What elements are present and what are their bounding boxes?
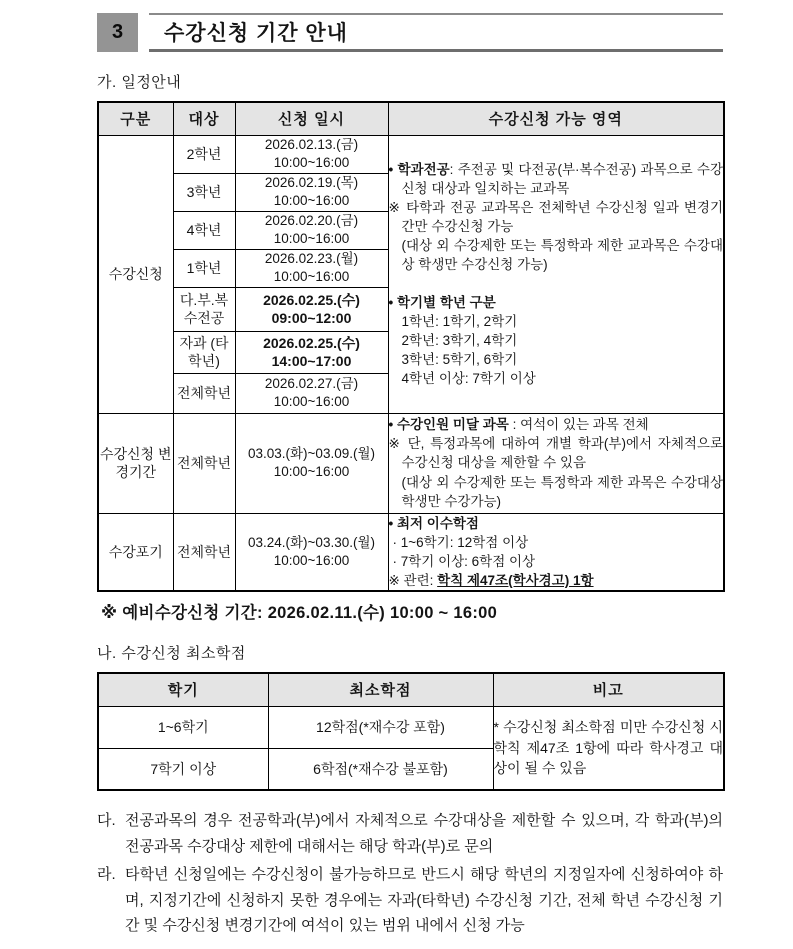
datetime-cell: 03.03.(화)~03.09.(월) 10:00~16:00 (235, 413, 388, 513)
note-text: 타학년 신청일에는 수강신청이 불가능하므로 반드시 해당 학년의 지정일자에 신청하여야 하며, 지정기간에 신청하지 못한 경우에는 자과(타학년) 수강신청 기간, 전체 학년 수강신청 기간 및 수강신청 변경기간에 여석이 있는 범위 내에서 신청 가능 (125, 865, 723, 935)
datetime-cell: 2026.02.19.(목) 10:00~16:00 (235, 173, 388, 211)
col-header-category: 구분 (98, 102, 173, 135)
target-cell: 전체학년 (173, 373, 235, 413)
section-number-badge: 3 (97, 13, 138, 52)
datetime-cell: 2026.02.27.(금) 10:00~16:00 (235, 373, 388, 413)
min-credit-ref: ※ 관련: 학칙 제47조(학사경고) 1항 (388, 572, 594, 588)
section-header (97, 13, 723, 52)
datetime-cell: 2026.02.25.(수) 09:00~12:00 (235, 287, 388, 331)
col-header-target: 대상 (173, 102, 235, 135)
withdrawal-area-notes (388, 513, 724, 591)
subsection-a-label: 가. 일정안내 (97, 74, 182, 91)
credit-table-header-row (98, 673, 724, 706)
table-row (98, 135, 724, 173)
under-enrollment-paren: (대상 외 수강제한 또는 특정학과 제한 과목은 수강대상 학생만 수강가능) (401, 474, 723, 509)
min-credit-line: · 7학기 이상: 6학점 이상 (392, 553, 536, 569)
semester-line: 1학년: 1학기, 2학기 (401, 313, 518, 329)
registration-area-notes (388, 135, 724, 413)
under-enrollment-note: • 수강인원 미달 과목 : 여석이 있는 과목 전체 (388, 417, 649, 433)
semester-line: 3학년: 5학기, 6학기 (401, 352, 518, 368)
col-header-min-credits: 최소학점 (268, 673, 493, 706)
credits-cell: 6학점(*재수강 불포함) (268, 748, 493, 790)
semester-cell: 7학기 이상 (98, 748, 268, 790)
note-label: 다. (97, 812, 116, 830)
semester-line: 4학년 이상: 7학기 이상 (401, 371, 536, 387)
target-cell: 전체학년 (173, 513, 235, 591)
schedule-table (97, 101, 725, 592)
major-ref-note: ※ 타학과 전공 교과목은 전체학년 수강신청 일과 변경기간만 수강신청 가능 (388, 199, 723, 235)
major-note: • 학과전공: 주전공 및 다전공(부·복수전공) 과목으로 수강신청 대상과 일치하는 교과목 (388, 161, 723, 196)
page-title: 수강신청 기간 안내 (149, 13, 723, 52)
note-label: 라. (97, 865, 116, 883)
datetime-cell: 2026.02.25.(수) 14:00~17:00 (235, 331, 388, 373)
bottom-notes (97, 808, 723, 939)
datetime-cell: 2026.02.20.(금) 10:00~16:00 (235, 211, 388, 249)
datetime-cell: 2026.02.23.(월) 10:00~16:00 (235, 249, 388, 287)
col-header-area: 수강신청 가능 영역 (388, 102, 724, 135)
target-cell: 1학년 (173, 249, 235, 287)
table-row (98, 706, 724, 748)
target-cell: 전체학년 (173, 413, 235, 513)
datetime-cell: 2026.02.13.(금) 10:00~16:00 (235, 135, 388, 173)
credits-cell: 12학점(*재수강 포함) (268, 706, 493, 748)
category-withdrawal: 수강포기 (98, 513, 173, 591)
credit-table (97, 672, 725, 791)
target-cell: 4학년 (173, 211, 235, 249)
target-cell: 자과 (타학년) (173, 331, 235, 373)
table-row (98, 513, 724, 591)
note-text: 전공과목의 경우 전공학과(부)에서 자체적으로 수강대상을 제한할 수 있으며, 각 학과(부)의 전공과목 수강대상 제한에 대해서는 해당 학과(부)로 문의 (125, 812, 723, 855)
under-enrollment-ref: ※ 단, 특정과목에 대하여 개별 학과(부)에서 자체적으로 수강신청 대상을 제한할 수 있음 (388, 436, 723, 471)
table-row (98, 413, 724, 513)
target-cell: 2학년 (173, 135, 235, 173)
target-cell: 다.부.복수전공 (173, 287, 235, 331)
col-header-datetime: 신청 일시 (235, 102, 388, 135)
col-header-remark: 비고 (493, 673, 724, 706)
datetime-cell: 03.24.(화)~03.30.(월) 10:00~16:00 (235, 513, 388, 591)
subsection-b-label: 나. 수강신청 최소학점 (97, 645, 246, 663)
schedule-table-header-row (98, 102, 724, 135)
semester-cell: 1~6학기 (98, 706, 268, 748)
semester-line: 2학년: 3학기, 4학기 (401, 332, 518, 348)
change-period-area-notes (388, 413, 724, 513)
pre-registration-note: ※ 예비수강신청 기간: 2026.02.11.(수) 10:00 ~ 16:00 (101, 604, 498, 623)
category-change-period: 수강신청 변경기간 (98, 413, 173, 513)
min-credit-line: · 1~6학기: 12학점 이상 (392, 534, 529, 550)
col-header-semester: 학기 (98, 673, 268, 706)
note-da (97, 808, 723, 860)
target-cell: 3학년 (173, 173, 235, 211)
note-ra (97, 862, 723, 939)
category-registration: 수강신청 (98, 135, 173, 413)
major-paren-note: (대상 외 수강제한 또는 특정학과 제한 교과목은 수강대상 학생만 수강신청 가능) (401, 238, 723, 273)
semester-note-title: • 학기별 학년 구분 (388, 294, 496, 310)
min-credit-title: • 최저 이수학점 (388, 515, 479, 531)
remark-cell: * 수강신청 최소학점 미만 수강신청 시 학칙 제47조 1항에 따라 학사경고 대상이 될 수 있음 (493, 706, 724, 790)
